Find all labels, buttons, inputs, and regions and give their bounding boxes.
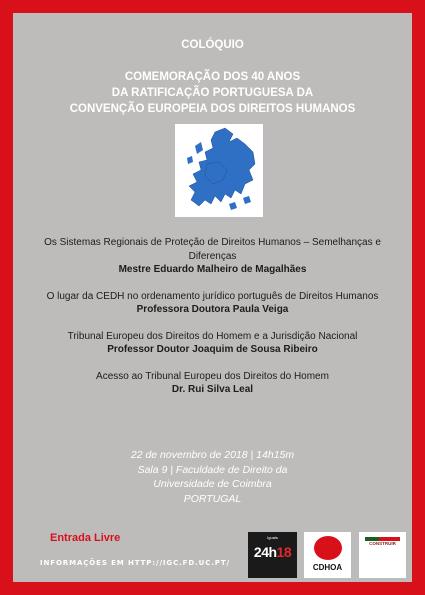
talks-list [13, 236, 412, 410]
europe-map-image [175, 124, 263, 217]
event-room: Sala 9 | Faculdade de Direito da [137, 463, 288, 476]
talk-speaker: Dr. Rui Silva Leal [171, 384, 254, 395]
logo-24h-mark: 24h18 [253, 544, 292, 560]
logo-construir [359, 532, 406, 578]
logo-24h-top: Iguais [267, 535, 278, 540]
logo-cdhoa-label: CDHOA [312, 563, 343, 572]
talk-speaker: Professor Doutor Joaquim de Sousa Ribeiro [107, 344, 318, 355]
hands-icon [314, 536, 342, 560]
talk-speaker: Professora Doutora Paula Veiga [136, 304, 289, 315]
talk-topic: O lugar da CEDH no ordenamento jurídico português de Direitos Humanos [46, 290, 379, 302]
talk-item [13, 290, 412, 317]
logo-24h [248, 532, 297, 578]
info-link[interactable]: INFORMAÇÕES EM HTTP://IGC.FD.UC.PT/ [40, 559, 230, 567]
talk-topic: Tribunal Europeu dos Direitos do Homem e a Jurisdição Nacional [67, 330, 358, 342]
title-line: DA RATIFICAÇÃO PORTUGUESA DA [111, 87, 314, 99]
talk-speaker: Mestre Eduardo Malheiro de Magalhães [118, 264, 307, 275]
talk-item [13, 236, 412, 277]
title-line: CONVENÇÃO EUROPEIA DOS DIREITOS HUMANOS [69, 103, 356, 115]
poster-header [13, 37, 412, 117]
event-details [13, 448, 412, 506]
europe-map-icon [175, 124, 263, 217]
event-type: COLÓQUIO [181, 39, 244, 51]
event-country: PORTUGAL [183, 492, 242, 505]
event-date-time: 22 de novembro de 2018 | 14h15m [130, 449, 295, 461]
talk-topic: Os Sistemas Regionais de Proteção de Direitos Humanos – Semelhanças e Diferenças [44, 237, 381, 262]
title-line: COMEMORAÇÃO DOS 40 ANOS [124, 71, 301, 83]
talk-topic: Acesso ao Tribunal Europeu dos Direitos do Homem [96, 370, 329, 382]
logo-construir-label: CONSTRUIR [369, 541, 396, 546]
talk-item [13, 330, 412, 357]
poster-panel [13, 13, 412, 582]
talk-item [13, 370, 412, 397]
logo-cdhoa [304, 532, 351, 578]
event-institution: Universidade de Coimbra [153, 478, 272, 490]
free-entry-label: Entrada Livre [50, 532, 121, 544]
